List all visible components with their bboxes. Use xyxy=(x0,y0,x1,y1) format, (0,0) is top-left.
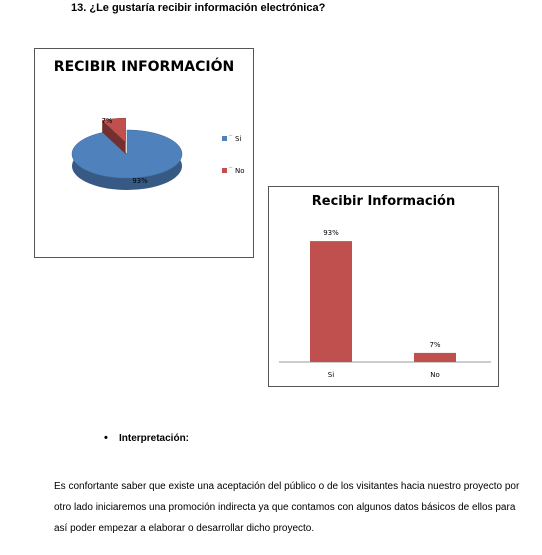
bullet-dot: • xyxy=(104,432,108,444)
bar-chart xyxy=(268,186,499,387)
pie-label-no: 7% xyxy=(101,117,113,125)
pie-slice-si xyxy=(72,130,182,178)
bar-si xyxy=(310,241,352,362)
bar-chart-plot xyxy=(269,187,500,388)
question-heading: 13. ¿Le gustaría recibir información electrónica? xyxy=(71,2,326,14)
interpretation-label: Interpretación: xyxy=(119,433,190,444)
bar-value-label-si: 93% xyxy=(323,229,339,238)
legend-label-no: No xyxy=(235,167,245,175)
x-tick-label-si: Si xyxy=(327,371,335,379)
pie-label-si: 93% xyxy=(132,177,148,185)
bar-value-label-no: 7% xyxy=(429,340,441,349)
legend-swatch-no xyxy=(222,168,227,173)
legend-swatch-si xyxy=(222,136,227,141)
interpretation-paragraph: Es confortante saber que existe una aceptación del público o de los visitantes hacia nuestro proyecto por otro lado iniciaremos una promoción indirecta ya que contamos con algunos datos básicos de ellos para así poder empezar a elaborar o desarrollar dicho proyecto. xyxy=(54,481,520,534)
pie-chart xyxy=(34,48,254,258)
interpretation-bullet xyxy=(104,432,189,444)
bar-chart-title: Recibir Información xyxy=(311,194,456,209)
legend-dash-no: ¯ xyxy=(229,168,233,174)
bar-no xyxy=(414,353,456,362)
legend-dash-si: ¯ xyxy=(229,136,233,142)
legend-label-si: Si xyxy=(235,135,242,143)
pie-chart-plot xyxy=(35,49,255,259)
pie-chart-title: RECIBIR INFORMACIÓN xyxy=(53,59,235,75)
x-tick-label-no: No xyxy=(430,371,440,379)
